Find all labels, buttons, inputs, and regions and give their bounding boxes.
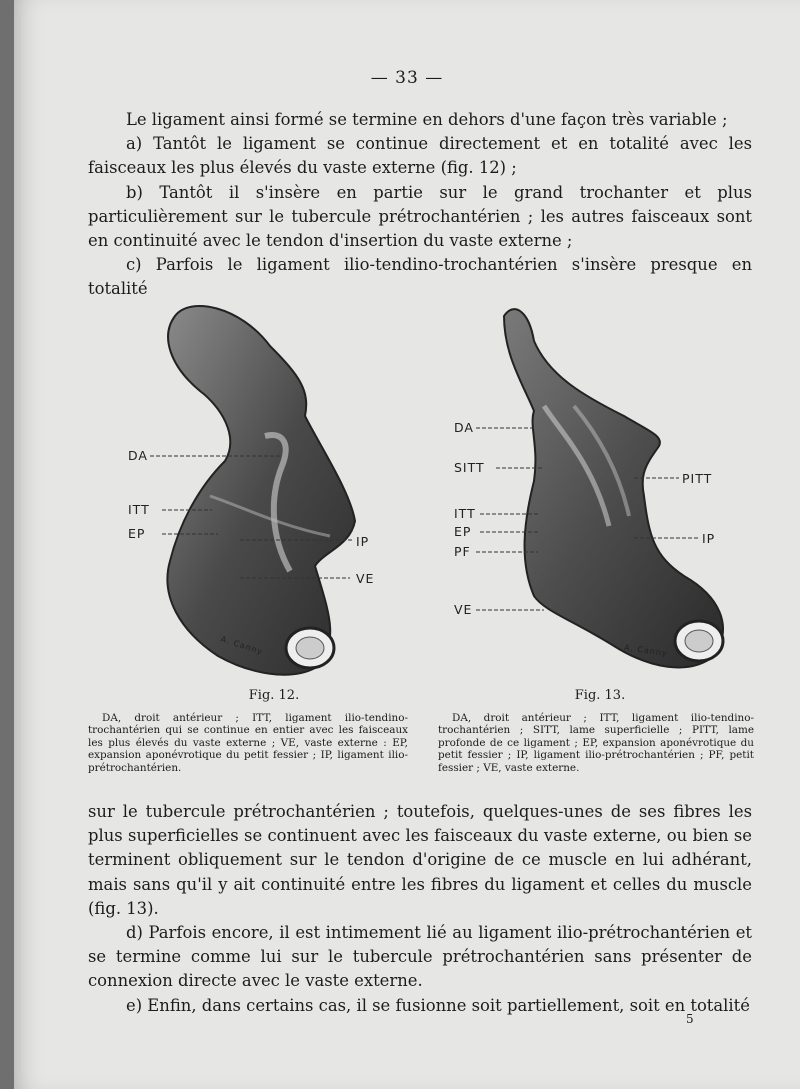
label-pf: PF xyxy=(454,544,471,559)
paragraph: e) Enfin, dans certains cas, il se fusionne soit partiellement, soit en totalité xyxy=(126,995,750,1015)
label-ip: IP xyxy=(702,531,716,546)
paragraph: d) Parfois encore, il est intimement lié au ligament ilio-prétrochantérien et se termine comme lui sur le tubercule prétrochantérien sans présenter de connexion directe avec le vaste externe. xyxy=(88,923,752,991)
figure-13 xyxy=(434,296,764,686)
bottom-text-block xyxy=(88,800,752,1018)
label-ip: IP xyxy=(356,534,370,549)
figure-12-illustration xyxy=(100,296,430,676)
signature-mark: 5 xyxy=(686,1012,694,1026)
page-number: — 33 — xyxy=(370,68,444,88)
label-ve: VE xyxy=(356,571,375,586)
paragraph: a) Tantôt le ligament se continue directement et en totalité avec les faisceaux les plus élevés du vaste externe (fig. 12) ; xyxy=(88,134,752,178)
label-itt: ITT xyxy=(128,502,150,517)
top-text-block xyxy=(88,108,752,302)
book-page xyxy=(14,0,800,1089)
artist-signature: A. Canny xyxy=(219,634,265,657)
paragraph: sur le tubercule prétrochantérien ; toutefois, quelques-unes de ses fibres les plus superficielles se continuent avec les faisceaux du vaste externe, ou bien se terminent obliquement sur le tendon d'origine de ce muscle en lui adhérant, mais sans qu'il y ait continuité entre les fibres du ligament et celles du muscle (fig. 13). xyxy=(88,802,752,918)
label-ep: EP xyxy=(128,526,146,541)
label-itt: ITT xyxy=(454,506,476,521)
figure-13-title: Fig. 13. xyxy=(574,688,626,703)
figure-12-title: Fig. 12. xyxy=(248,688,300,703)
artist-signature: A. Canny xyxy=(623,642,669,659)
figure-12-caption: DA, droit antérieur ; ITT, ligament ilio-tendino-trochantérien qui se continue en entier avec les faisceaux les plus élevés du vaste externe ; VE, vaste externe : EP, expansion aponévrotique du petit fessier ; IP, ligament ilio-prétrochantérien. xyxy=(88,712,408,774)
paragraph: Le ligament ainsi formé se termine en dehors d'une façon très variable ; xyxy=(126,110,728,129)
label-da: DA xyxy=(128,448,148,463)
figure-13-illustration xyxy=(434,296,764,676)
label-sitt: SITT xyxy=(454,460,485,475)
paragraph: c) Parfois le ligament ilio-tendino-trochantérien s'insère presque en totalité xyxy=(88,255,752,299)
label-ve: VE xyxy=(454,602,473,617)
paragraph: b) Tantôt il s'insère en partie sur le grand trochanter et plus particulièrement sur le tubercule prétrochantérien ; les autres faisceaux sont en continuité avec le tendon d'insertion du vaste externe ; xyxy=(88,182,752,251)
label-da: DA xyxy=(454,420,474,435)
figure-12 xyxy=(100,296,430,686)
label-pitt: PITT xyxy=(682,471,713,486)
label-ep: EP xyxy=(454,524,472,539)
figure-13-caption: DA, droit antérieur ; ITT, ligament ilio-tendino-trochantérien ; SITT, lame superficielle ; PITT, lame profonde de ce ligament ; EP, expansion aponévrotique du petit fessier ; IP, ligament ilio-prétrochantérien ; PF, petit fessier ; VE, vaste externe. xyxy=(438,712,754,774)
